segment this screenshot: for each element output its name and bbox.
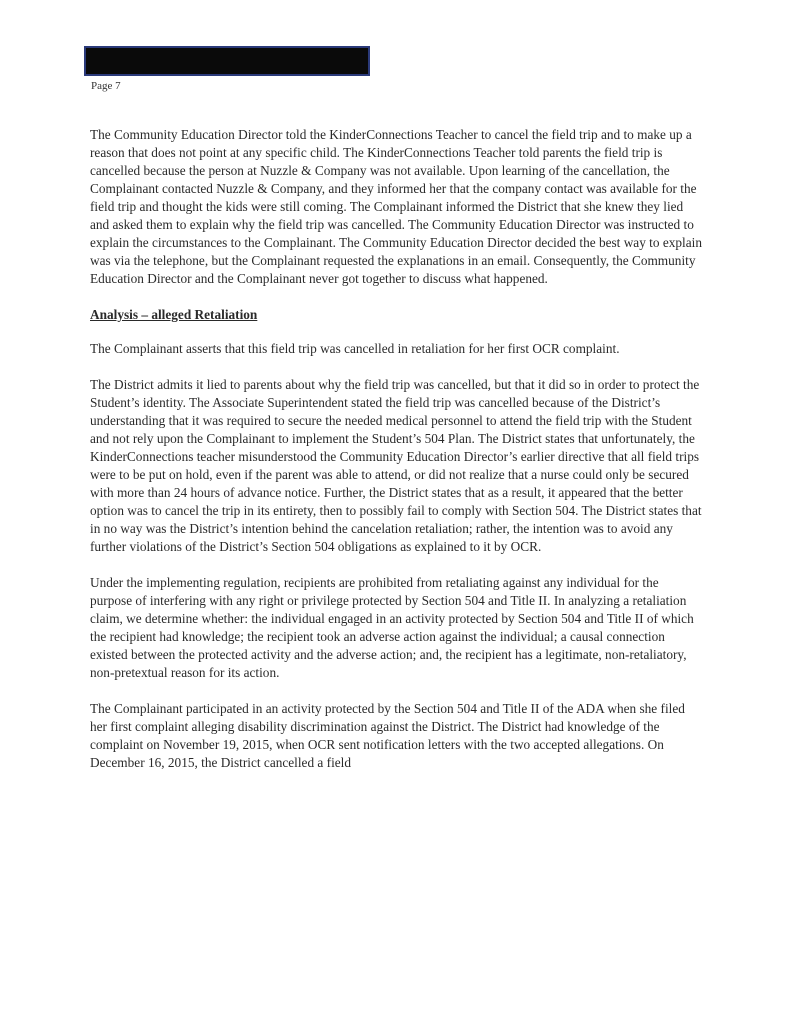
paragraph-field-trip-cancellation: The Community Education Director told the KinderConnections Teacher to cancel the field trip and to make up a reason that does not point at any specific child. The KinderConnections Teacher told parents the field trip is cancelled because the person at Nuzzle & Company was not available. Upon learning of the cancellation, the Complainant contacted Nuzzle & Company, and they informed her that the company contact was available for the field trip and thought the kids were still coming. The Complainant informed the District that she knew they lied and asked them to explain why the field trip was cancelled. The Community Education Director was instructed to explain the circumstances to the Complainant. The Community Education Director decided the best way to explain was via the telephone, but the Complainant requested the explanations in an email. Consequently, the Community Education Director and the Complainant never got together to discuss what happened. xyxy=(90,127,702,286)
redaction-bar xyxy=(84,46,370,76)
section-heading-retaliation: Analysis – alleged Retaliation xyxy=(90,307,258,322)
paragraph-protected-activity: The Complainant participated in an activity protected by the Section 504 and Title II of the ADA when she filed her first complaint alleging disability discrimination against the District. The District had knowledge of the complaint on November 19, 2015, when OCR sent notification letters with the two accepted allegations. On December 16, 2015, the District cancelled a field xyxy=(90,701,685,770)
document-body xyxy=(90,126,702,790)
paragraph-district-response: The District admits it lied to parents about why the field trip was cancelled, but that it did so in order to protect the Student’s identity. The Associate Superintendent stated the field trip was cancelled because of the District’s understanding that it was required to secure the needed medical personnel to attend the field trip with the Student and not rely upon the Complainant to implement the Student’s 504 Plan. The District states that unfortunately, the KinderConnections teacher misunderstood the Community Education Director’s earlier directive that all field trips were to be put on hold, even if the parent was able to attend, or did not realize that a nurse could only be secured with more than 24 hours of advance notice. Further, the District states that as a result, it appeared that the better option was to cancel the trip in its entirety, then to possibly fail to comply with Section 504. The District states that in no way was the District’s intention behind the cancelation retaliation; rather, the intention was to avoid any further violations of the District’s Section 504 obligations as explained to it by OCR. xyxy=(90,377,702,554)
page-number: Page 7 xyxy=(91,80,121,92)
paragraph-complainant-assertion: The Complainant asserts that this field trip was cancelled in retaliation for her first OCR complaint. xyxy=(90,341,620,356)
paragraph-legal-standard: Under the implementing regulation, recipients are prohibited from retaliating against any individual for the purpose of interfering with any right or privilege protected by Section 504 and Title II. In analyzing a retaliation claim, we determine whether: the individual engaged in an activity protected by Section 504 and Title II of which the recipient had knowledge; the recipient took an adverse action against the individual; a causal connection existed between the protected activity and the adverse action; and, the recipient has a legitimate, non-retaliatory, non-pretextual reason for its action. xyxy=(90,575,694,680)
